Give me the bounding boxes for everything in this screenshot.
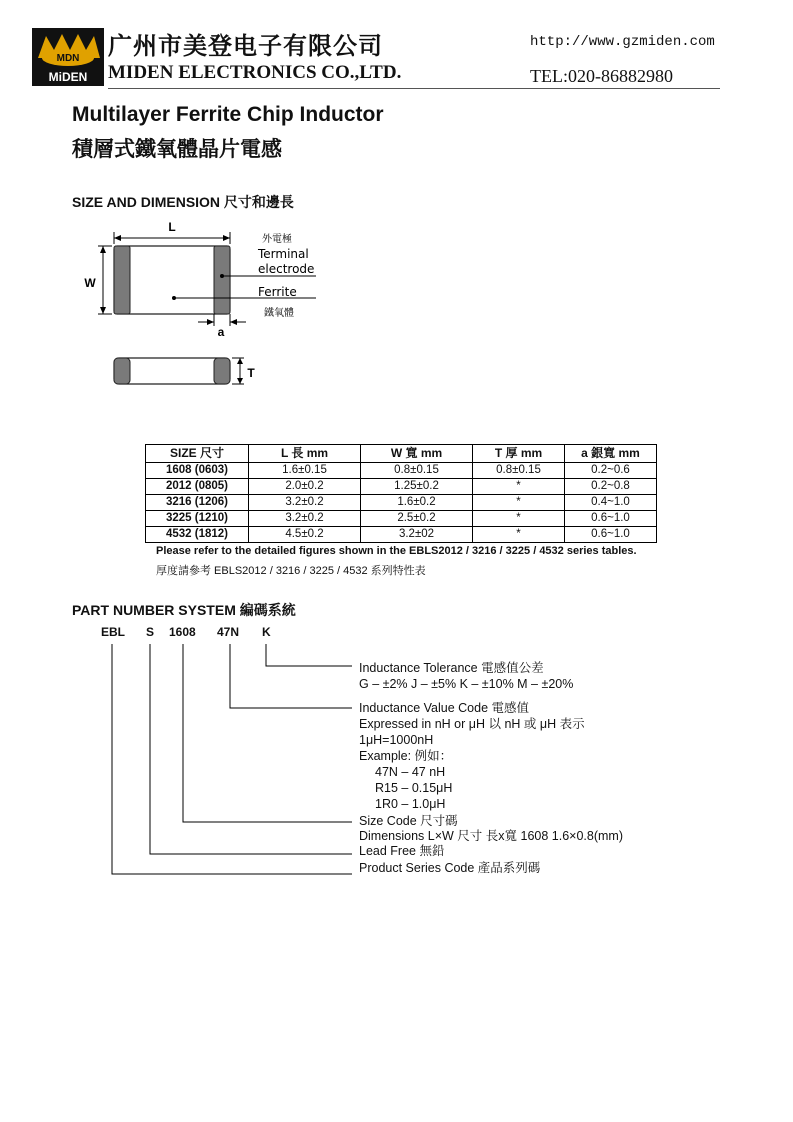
table-cell: *	[473, 495, 565, 511]
table-cell: 3.2±0.2	[249, 495, 361, 511]
table-cell: 0.2~0.8	[565, 479, 657, 495]
terminal-label-en-1: Terminal	[258, 247, 309, 261]
table-cell: 1.6±0.15	[249, 463, 361, 479]
value-code-line: Expressed in nH or μH 以 nH 或 μH 表示	[359, 717, 585, 731]
code-size: 1608	[169, 625, 196, 639]
connector-series	[112, 644, 352, 874]
table-cell: 0.8±0.15	[473, 463, 565, 479]
chip-side-view	[114, 358, 230, 384]
right-electrode	[214, 246, 230, 314]
page-title-cn: 積層式鐵氧體晶片電感	[72, 138, 282, 161]
value-code-line: Example: 例如：	[359, 749, 453, 763]
table-cell: *	[473, 527, 565, 543]
table-cell: *	[473, 479, 565, 495]
ferrite-label-cn: 鐵氧體	[264, 308, 294, 319]
company-tel: TEL:020-86882980	[530, 66, 673, 86]
col-header-width: W 寬 mm	[361, 445, 473, 463]
code-s: S	[146, 625, 155, 639]
lead-free-label: Lead Free 無鉛	[359, 844, 445, 858]
tolerance-title: Inductance Tolerance 電感值公差	[359, 661, 544, 675]
table-cell: 4532 (1812)	[146, 527, 249, 543]
connector-value	[230, 644, 352, 708]
table-cell: 4.5±0.2	[249, 527, 361, 543]
table-cell: 3.2±02	[361, 527, 473, 543]
label-T: T	[247, 366, 255, 380]
col-header-band: a 銀寬 mm	[565, 445, 657, 463]
value-code-title: Inductance Value Code 電感值	[359, 701, 530, 715]
table-cell: 0.8±0.15	[361, 463, 473, 479]
size-code-title: Size Code 尺寸碼	[359, 814, 458, 828]
table-row	[146, 511, 657, 527]
label-a: a	[217, 325, 225, 339]
page-title: Multilayer Ferrite Chip Inductor	[72, 103, 384, 126]
table-header-row	[146, 445, 657, 463]
table-note: Please refer to the detailed figures shown in the EBLS2012 / 3216 / 3225 / 4532 series tables.	[156, 545, 637, 557]
col-header-thickness: T 厚 mm	[473, 445, 565, 463]
connector-size	[183, 644, 352, 822]
label-L: L	[168, 220, 176, 234]
table-cell: 2.5±0.2	[361, 511, 473, 527]
table-cell: 3216 (1206)	[146, 495, 249, 511]
code-value: 47N	[217, 625, 240, 639]
code-tolerance: K	[262, 625, 271, 639]
code-ebl: EBL	[101, 625, 125, 639]
terminal-label-cn: 外電極	[262, 234, 292, 245]
value-example: R15 – 0.15μH	[375, 781, 453, 795]
value-example: 1R0 – 1.0μH	[375, 797, 446, 811]
terminal-label-en-2: electrode	[258, 262, 315, 276]
table-cell: 3225 (1210)	[146, 511, 249, 527]
table-cell: 0.6~1.0	[565, 527, 657, 543]
table-note-cn: 厚度請參考 EBLS2012 / 3216 / 3225 / 4532 系列特性表	[156, 565, 426, 577]
dimension-table	[145, 444, 657, 543]
ferrite-label-en: Ferrite	[258, 285, 297, 299]
table-cell: 3.2±0.2	[249, 511, 361, 527]
table-cell: 0.6~1.0	[565, 511, 657, 527]
value-example: 47N – 47 nH	[375, 765, 446, 779]
table-cell: 1608 (0603)	[146, 463, 249, 479]
company-name-en: MIDEN ELECTRONICS CO.,LTD.	[108, 62, 402, 83]
table-cell: 1.25±0.2	[361, 479, 473, 495]
table-cell: 2.0±0.2	[249, 479, 361, 495]
size-section-heading: SIZE AND DIMENSION 尺寸和邊長	[72, 194, 294, 210]
table-cell: 2012 (0805)	[146, 479, 249, 495]
series-code-label: Product Series Code 產品系列碼	[359, 861, 541, 875]
col-header-size: SIZE 尺寸	[146, 445, 249, 463]
dimension-diagram	[0, 0, 793, 440]
table-row	[146, 495, 657, 511]
label-W: W	[84, 276, 96, 290]
logo-word: MiDEN	[48, 70, 88, 84]
company-url[interactable]: http://www.gzmiden.com	[530, 34, 715, 50]
part-number-heading: PART NUMBER SYSTEM 編碼系統	[72, 602, 296, 618]
table-cell: 0.4~1.0	[565, 495, 657, 511]
company-name-cn: 广州市美登电子有限公司	[108, 33, 383, 60]
table-cell: 1.6±0.2	[361, 495, 473, 511]
tolerance-values: G – ±2% J – ±5% K – ±10% M – ±20%	[359, 677, 574, 691]
left-electrode	[114, 246, 130, 314]
table-cell: 0.2~0.6	[565, 463, 657, 479]
col-header-length: L 長 mm	[249, 445, 361, 463]
size-code-line: Dimensions L×W 尺寸 長x寬 1608 1.6×0.8(mm)	[359, 829, 623, 843]
table-row	[146, 463, 657, 479]
table-row	[146, 479, 657, 495]
table-cell: *	[473, 511, 565, 527]
value-code-line: 1μH=1000nH	[359, 733, 434, 747]
chip-top-view	[114, 246, 230, 314]
table-row	[146, 527, 657, 543]
logo-mdn-text: MDN	[56, 53, 80, 64]
connector-tolerance	[266, 644, 352, 666]
